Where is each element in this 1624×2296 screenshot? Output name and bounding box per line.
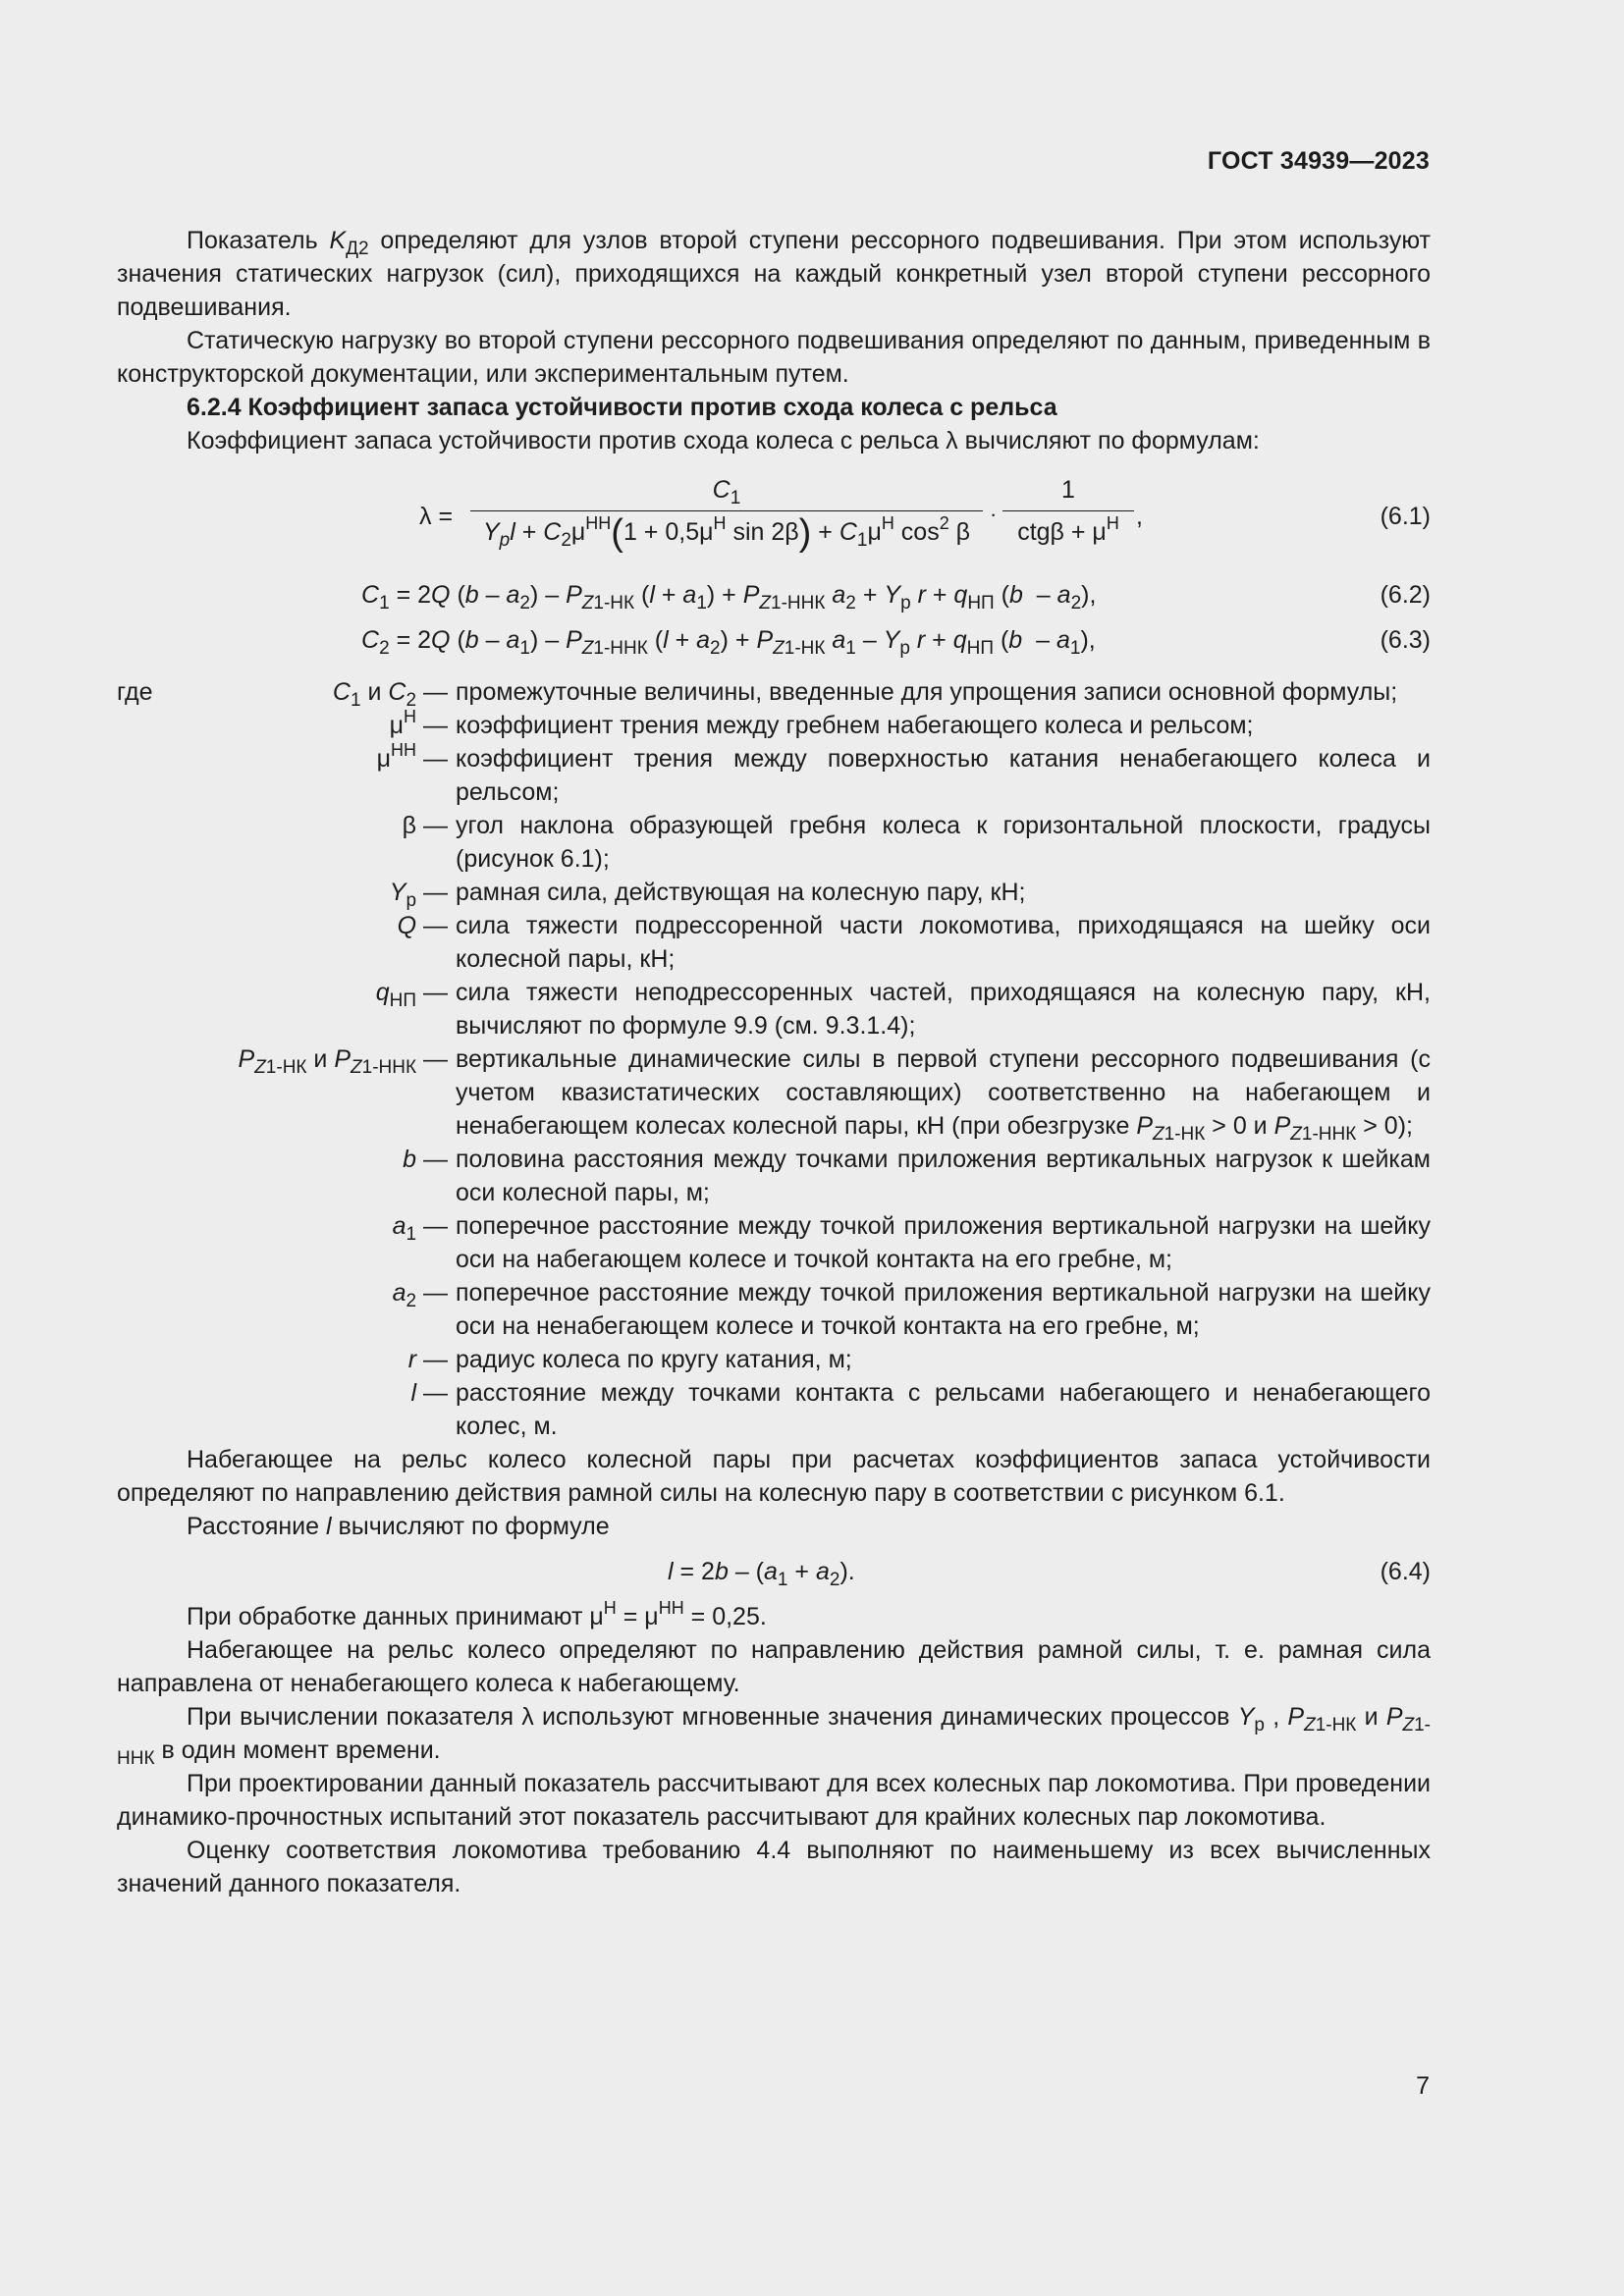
page-number: 7 [1416,2072,1430,2100]
paragraph-distance: Расстояние l вычисляют по формуле [187,1513,610,1540]
definition-item: l — расстояние между точками контакта с рельсами набегающего и ненабегающего колес, м. [410,1379,1431,1440]
definition-item: $P_{Z1-НК}$ и $P_{Z1-ННК}$ — вертикальные динамические силы в первой ступени рессорного подвешивания (с учетом квазистатических составляющих) соответственно на набегающем и ненабегающем колесах колесной пары, кН (при обезгрузке $P_{Z1-НК} > 0$ и $P_{Z1-ННК} > 0$); [238,1045,1431,1145]
definition-item: b — половина расстояния между точками приложения вертикальных нагрузок к шейкам оси колесной пары, м; [403,1146,1431,1206]
equation-number: (6.1) [1380,503,1431,530]
formula-6-2: $C_1 = 2Q$ $(b - a_2) - P_{Z1-НК}$ $(l + a_1) + P_{Z1-ННК}$ $a_2 + Y_р$ $r + q_{НП}$ $(b - a_2)$, (6.2) [117,575,1431,620]
paragraph-assessment: Оценку соответствия локомотива требованию 4.4 выполняют по наименьшему из всех вычисленных значений данного показателя. [117,1837,1431,1897]
paragraph-design: При проектировании данный показатель рассчитывают для всех колесных пар локомотива. При проведении динамико-прочностных испытаний этот показатель рассчитывают для крайних колесных пар локомотива. [117,1770,1431,1831]
formula-6-3: $C_2 = 2Q$ $(b - a_1) - P_{Z1-ННК}$ $(l + a_2) + P_{Z1-НК}$ $a_1 - Y_р$ $r + q_{НП}$ $(b - a_1)$, (6.3) [117,620,1431,666]
paragraph-frame-force: Набегающее на рельс колесо определяют по направлению действия рамной силы, т. е. рамная сила направлена от ненабегающего колеса к набегающему. [117,1636,1431,1697]
definition-item: $a_2$ — поперечное расстояние между точкой приложения вертикальной нагрузки на шейку оси на ненабегающем колесе и точкой контакта на его гребне, м; [392,1279,1431,1340]
paragraph-kd2: Показатель $K_{Д2}$ определяют для узлов второй ступени рессорного подвешивания. При этом используют значения статических нагрузок (сил), приходящихся на каждый конкретный узел второй ступени рессорного подвешивания. [117,227,1431,321]
definition-item: β — угол наклона образующей гребня колеса к горизонтальной плоскости, градусы (рисунок 6.1); [402,812,1431,873]
definition-item: r — радиус колеса по кругу катания, м; [407,1346,852,1373]
definitions-list [117,675,1431,1443]
page-body [117,224,1431,1900]
definition-item: $a_1$ — поперечное расстояние между точкой приложения вертикальной нагрузки на шейку оси на набегающем колесе и точкой контакта на его гребне, м; [392,1212,1431,1273]
equation-number: (6.2) [1380,581,1431,609]
equation-number: (6.3) [1380,626,1431,654]
equation-number: (6.4) [1380,1558,1431,1585]
definition-item: $q_{НП}$ — сила тяжести неподрессоренных частей, приходящаяся на колесную пару, кН, вычисляют по формуле 9.9 (см. 9.3.1.4); [375,979,1431,1040]
document-id: ГОСТ 34939—2023 [1207,147,1430,175]
paragraph-lambda-intro: Коэффициент запаса устойчивости против схода колеса с рельса λ вычисляют по формулам: [187,427,1260,454]
definition-item: где $C_1$ и $C_2$ — промежуточные величины, введенные для упрощения записи основной формулы; [117,678,1398,711]
section-heading: 6.2.4 Коэффициент запаса устойчивости против схода колеса с рельса [187,394,1057,421]
paragraph-friction-values: При обработке данных принимают $\mu^Н = \mu^{НН} = 0,25$. [187,1598,767,1630]
formula-6-4: $l = 2b - (a_1 + a_2)$. (6.4) [117,1547,1431,1596]
definition-item: $\mu^Н$ — коэффициент трения между гребнем набегающего колеса и рельсом; [389,707,1254,739]
paragraph-static-load: Статическую нагрузку во второй ступени рессорного подвешивания определяют по данным, приведенным в конструкторской документации, или экспериментальным путем. [117,327,1431,388]
paragraph-leading-wheel: Набегающее на рельс колесо колесной пары при расчетах коэффициентов запаса устойчивости определяют по направлению действия рамной силы на колесную пару в соответствии с рисунком 6.1. [117,1446,1431,1507]
formula-6-1: λ = $C_1$ $Y_pl + C_2\mu^{НН}(1 + 0,5\mu^Н$ $\sin 2\beta) + C_1\mu^Н$ $\cos^2 \beta$ · 1 $ctg\beta + \mu^Н$ , (6.1) [419,476,1431,554]
paragraph-instant-values: При вычислении показателя λ используют мгновенные значения динамических процессов $Y_р$ , $P_{Z1-НК}$ и $P_{Z1-ННК}$ в один момент времени. [117,1703,1432,1769]
definition-item: Q — сила тяжести подрессоренной части локомотива, приходящаяся на шейку оси колесной пары, кН; [397,912,1431,973]
definition-item: $Y_р$ — рамная сила, действующая на колесную пару, кН; [389,879,1026,911]
definition-item: $\mu^{НН}$ — коэффициент трения между поверхностью катания ненабегающего колеса и рельсом; [376,740,1431,806]
